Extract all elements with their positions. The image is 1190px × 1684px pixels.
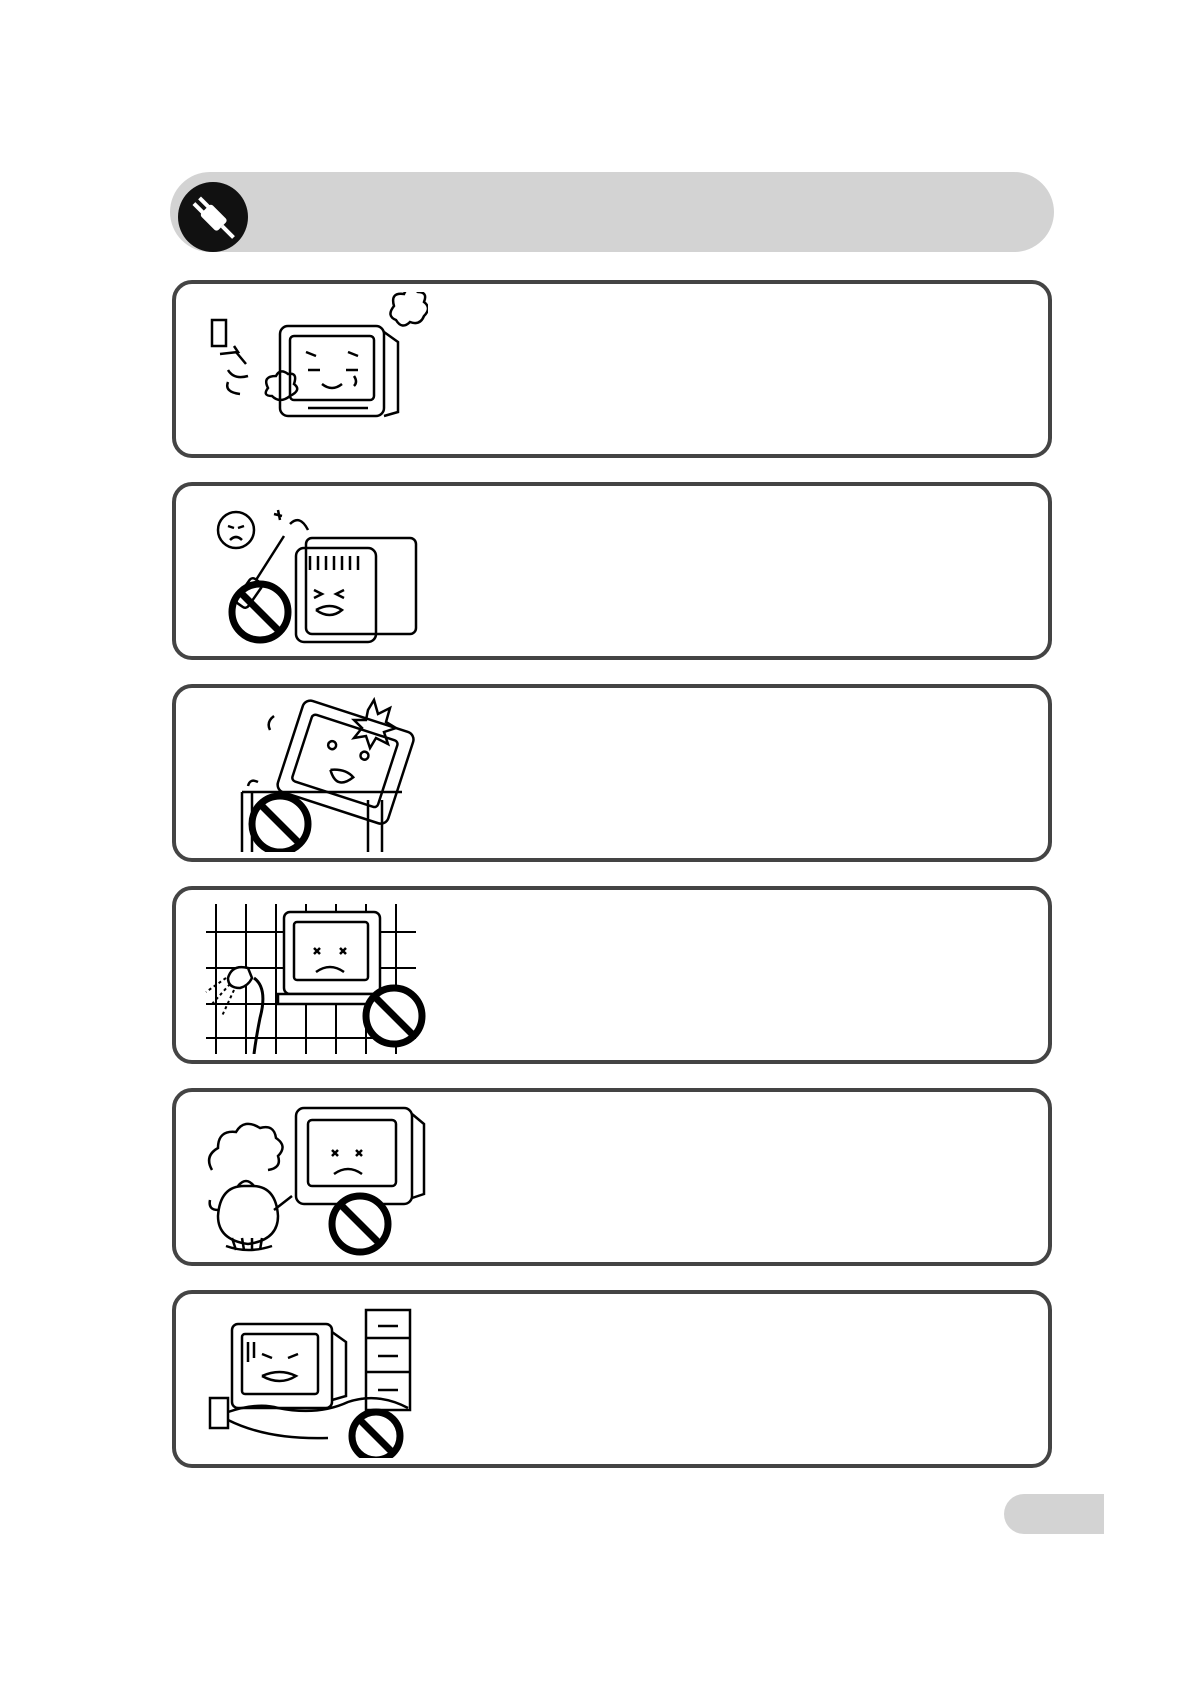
warning-card-6 bbox=[172, 1290, 1052, 1468]
warning-card-4 bbox=[172, 886, 1052, 1064]
tv-bathroom-water-icon bbox=[198, 898, 428, 1054]
warning-card-2 bbox=[172, 482, 1052, 660]
plug-icon bbox=[176, 180, 250, 254]
warning-text-2 bbox=[446, 506, 1024, 636]
warning-text-5 bbox=[446, 1112, 1024, 1242]
warning-card-3 bbox=[172, 684, 1052, 862]
warning-card-5 bbox=[172, 1088, 1052, 1266]
warning-text-1 bbox=[446, 304, 1024, 434]
section-header-bar bbox=[170, 172, 1054, 252]
page-number-tab bbox=[1004, 1494, 1104, 1534]
tv-unstable-surface-icon bbox=[198, 696, 428, 852]
warning-text-4 bbox=[446, 910, 1024, 1040]
tv-steam-kettle-icon bbox=[198, 1100, 428, 1256]
warning-card-1 bbox=[172, 280, 1052, 458]
tv-smoking-unplug-icon bbox=[198, 292, 428, 448]
warning-text-3 bbox=[446, 708, 1024, 838]
warning-text-6 bbox=[446, 1314, 1024, 1444]
tv-disassemble-icon bbox=[198, 494, 428, 650]
tv-power-cord-icon bbox=[198, 1302, 428, 1458]
